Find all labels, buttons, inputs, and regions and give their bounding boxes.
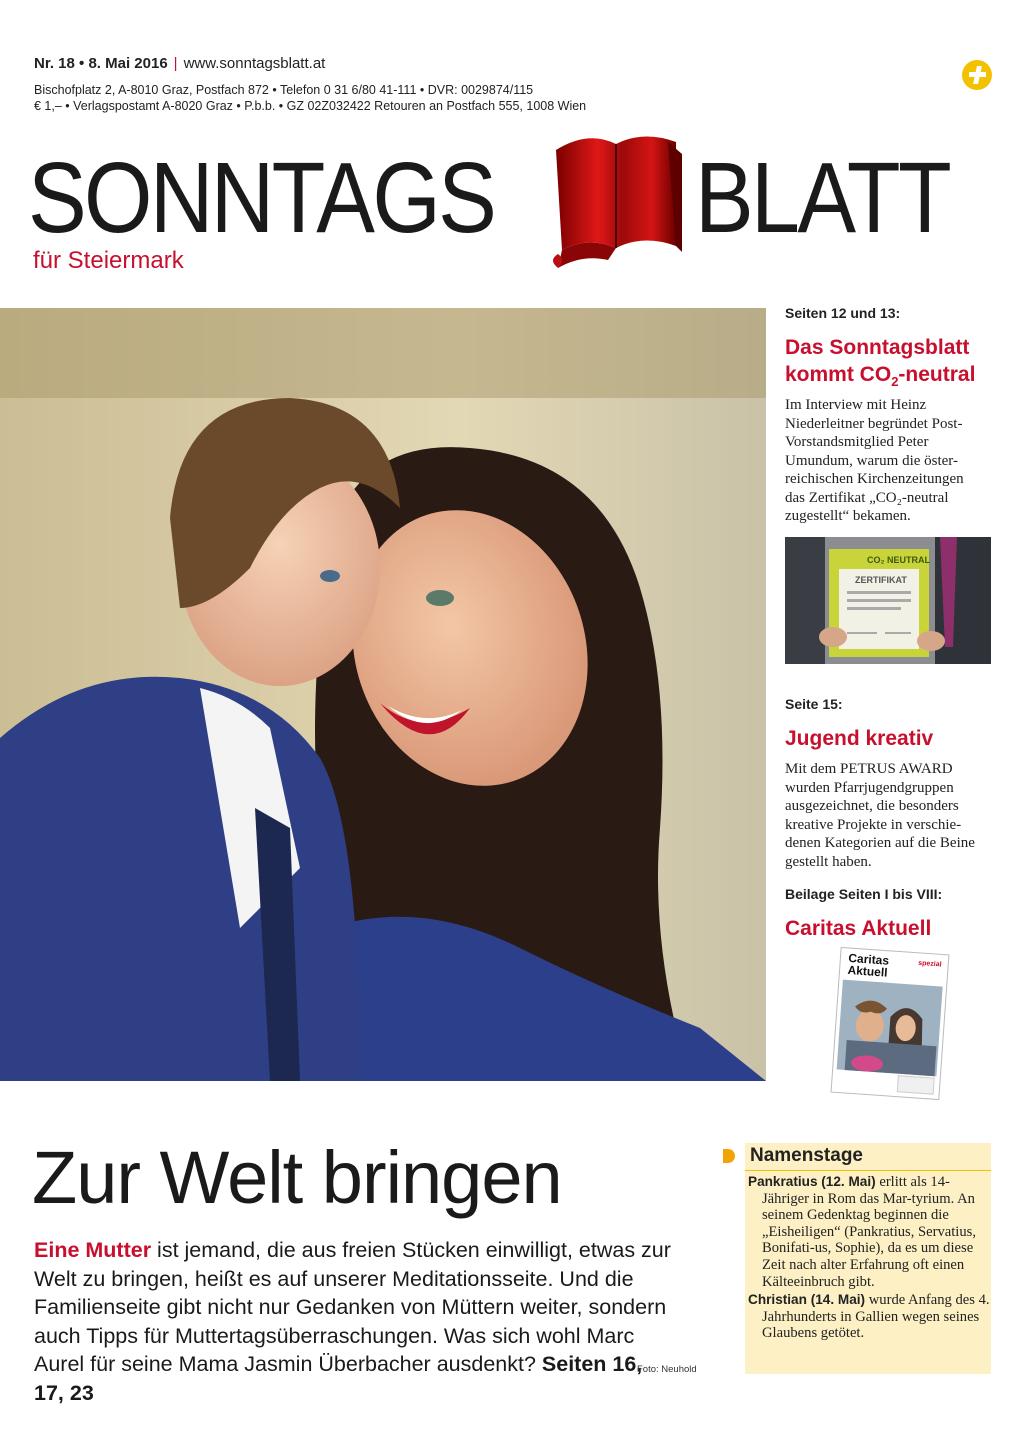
publisher-address: Bischofplatz 2, A-8010 Graz, Postfach 872 • Telefon 0 31 6/80 41-111 • DVR: 0029874/115 [34,83,534,97]
teaser-2-heading[interactable]: Jugend kreativ [785,727,934,750]
teaser-2-kicker: Seite 15: [785,696,843,712]
teaser-1-heading-part1: Das Sonntagsblatt kommt CO [785,336,970,386]
name-day-text: wurde Anfang des 4. Jahrhunderts in Gallien wegen seines Glaubens getötet. [762,1292,990,1342]
issue-date: Nr. 18 • 8. Mai 2016 [34,55,168,72]
cross-logo-icon [962,60,992,90]
caritas-cover-title-1: Caritas [847,950,890,968]
certificate-badge: CO₂ NEUTRAL [867,555,930,565]
caritas-cover-illustration [830,947,950,1100]
teaser-1-text: Im Interview mit Heinz Niederleitner begründet Post-Vorstandsmitglied Peter Umundum, warum die öster-reichischen Kirchenzeitungen das Zertifikat „CO₂-neutral zugestellt“ bekamen. [785,397,964,524]
teaser-1-heading[interactable] [785,334,995,395]
name-day-name: Christian (14. Mai) [748,1292,866,1308]
issue-separator: | [173,55,178,72]
caritas-cover-tag: spezial [917,959,942,969]
name-days-title: Namenstage [750,1145,863,1166]
name-day-name: Pankratius (12. Mai) [748,1174,876,1189]
masthead-title-right: BLATT [695,142,950,254]
website-link[interactable]: www.sonntagsblatt.at [183,55,326,72]
teaser-1-heading-subscript: 2 [891,374,899,390]
name-day-entry [748,1292,990,1342]
hero-photo-illustration [0,308,766,1081]
teaser-3-kicker: Beilage Seiten I bis VIII: [785,886,943,902]
name-days-header [745,1143,991,1171]
caritas-supplement-cover[interactable] [830,947,950,1100]
bullet-marker-icon [723,1149,735,1163]
masthead-title-left: SONNTAGS [28,142,495,254]
postal-info: € 1,– • Verlagspostamt A-8020 Graz • P.b.b. • GZ 02Z032422 Retouren an Postfach 555, 1008 Wien [34,99,587,113]
lead-page-reference: Seiten 16, 17, 23 [34,1352,643,1405]
name-days-box [745,1143,991,1374]
name-day-entry [748,1174,990,1290]
lead-paragraph [34,1236,674,1407]
certificate-title: ZERTIFIKAT [855,575,907,585]
teaser-1-kicker: Seiten 12 und 13: [785,305,901,321]
caritas-cover-title-2: Aktuell [847,962,889,980]
open-book-icon [548,128,684,278]
name-days-body [748,1174,990,1344]
name-day-text: erlitt als 14-Jähriger in Rom das Mar-tyrium. An seinem Gedenktag beginnen die „Eisheiligen“ (Pankratius, Servatius, Bonifati-us, Sophie), da es um diese Zeit nach alter Erfahrung oft einen Kälteeinbruch gibt. [762,1174,976,1290]
main-headline: Zur Welt bringen [32,1136,562,1219]
lead-start: Eine Mutter [34,1238,152,1262]
masthead-subtitle: für Steiermark [33,247,184,274]
teaser-3-heading[interactable]: Caritas Aktuell [785,917,932,940]
certificate-photo-illustration [785,537,991,664]
certificate-photo [785,537,991,664]
teaser-1-heading-part2: -neutral [898,363,976,386]
issue-line [34,55,325,72]
lead-body: ist jemand, die aus freien Stücken einwilligt, etwas zur Welt zu bringen, heißt es auf unserer Meditationsseite. Und die Familienseite gibt nicht nur Gedanken von Müttern weiter, sondern auch Tipps für Muttertagsüberraschungen. Was sich wohl Marc Aurel für seine Mama Jasmin Überbacher ausdenkt? [34,1238,671,1376]
hero-photo-mother-and-son [0,308,766,1081]
photo-credit: Foto: Neuhold [637,1364,697,1375]
teaser-2-text: Mit dem PETRUS AWARD wurden Pfarrjugendgruppen ausgezeichnet, die besonders kreative Projekte in verschie-denen Kategorien auf die Beine gestellt haben. [785,761,975,870]
